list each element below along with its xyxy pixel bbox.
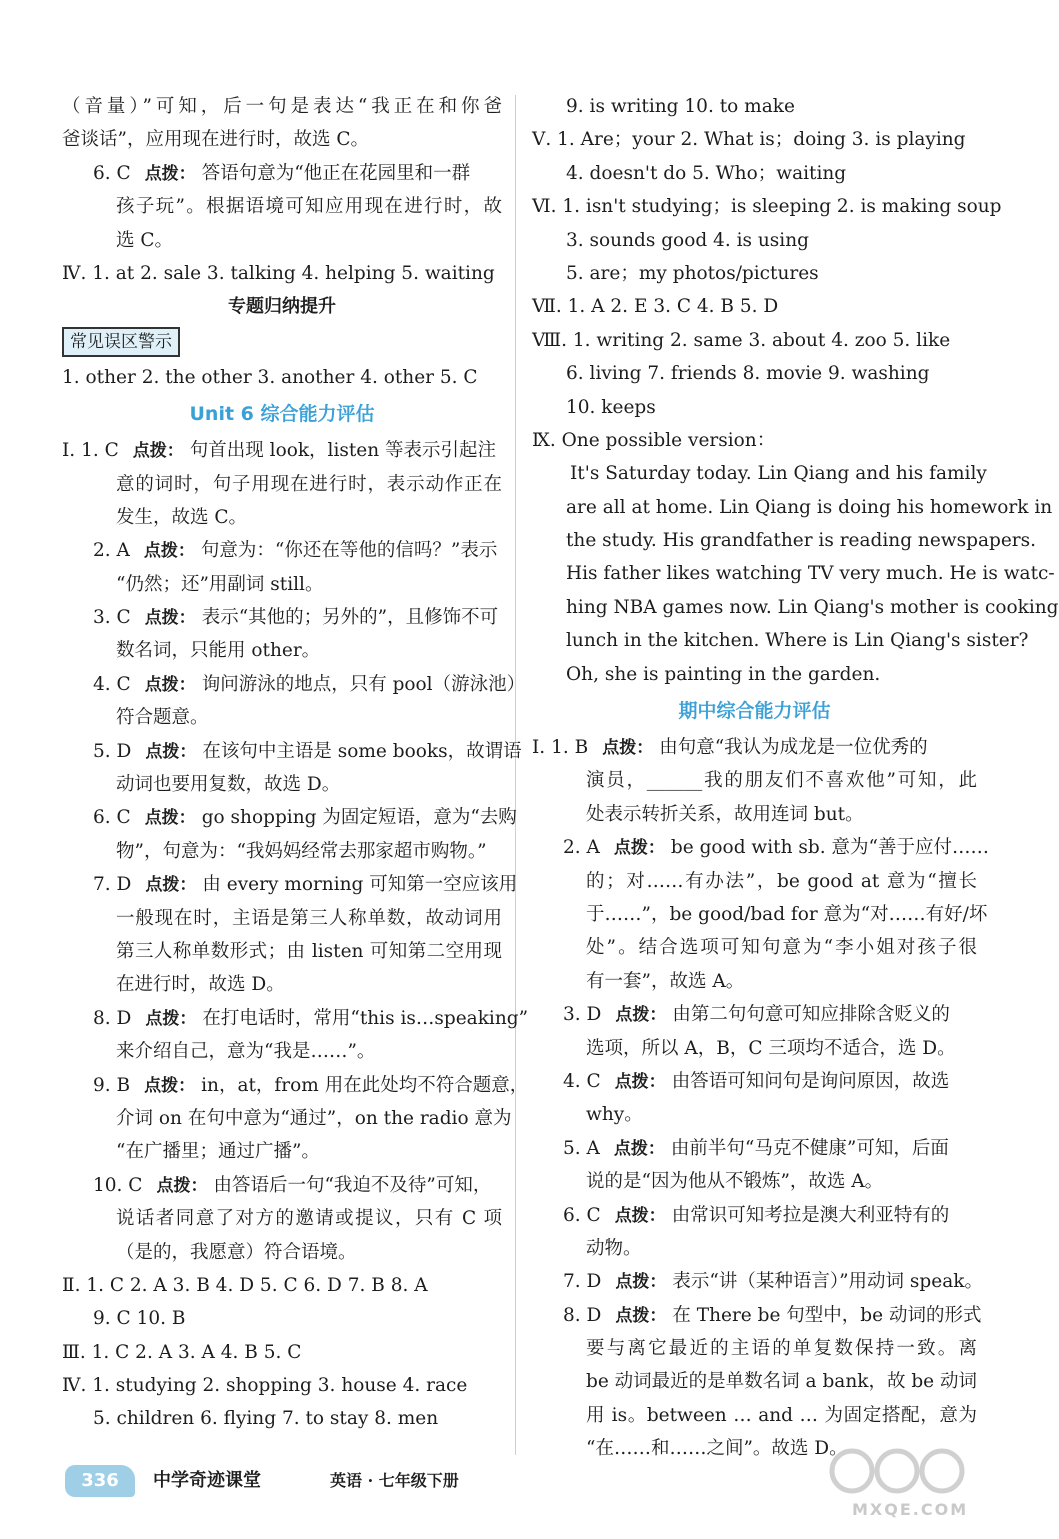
hint-text: 在打电话时，常用“this is…speaking” <box>202 1007 529 1029</box>
text-line: 用 is。between … and … 为固定搭配，意为 <box>586 1404 977 1426</box>
text-line: 动物。 <box>586 1237 642 1259</box>
text-line: 意的词时，句子用现在进行时，表示动作正在 <box>116 473 502 495</box>
answer-line: Ⅴ. 1. Are；your 2. What is；doing 3. is playing <box>532 129 966 151</box>
hint-label: 点拨： <box>614 1205 666 1226</box>
text-line: （音量）”可知，后一句是表达“我正在和你爸 <box>62 96 502 117</box>
text-line: 爸谈话”，应用现在进行时，故选 C。 <box>62 129 369 151</box>
hint-text: 询问游泳的地点，只有 pool（游泳池） <box>201 673 526 695</box>
unit-title: Unit 6 综合能力评估 <box>189 403 375 426</box>
answer-line: Ⅸ. One possible version： <box>532 429 776 451</box>
hint-label: 点拨： <box>615 1005 667 1026</box>
box-title: 常见误区警示 <box>62 327 180 357</box>
hint-label: 点拨： <box>613 838 665 859</box>
answer-line: Ⅷ. 1. writing 2. same 3. about 4. zoo 5. like <box>532 329 951 351</box>
answer-number: 6. C <box>93 162 131 184</box>
answer-item <box>62 668 526 701</box>
hint-text: 句意为：“你还在等他的信吗？”表示 <box>200 540 498 562</box>
answer-line: 5. children 6. flying 7. to stay 8. men <box>93 1408 439 1430</box>
answer-item <box>532 731 977 764</box>
answer-line: 4. doesn't do 5. Who；waiting <box>566 162 847 184</box>
watermark-text: MXQE.COM <box>852 1500 969 1519</box>
text-line: 第三人称单数形式；由 listen 可知第二空用现 <box>116 940 502 962</box>
hint-label: 点拨： <box>615 1272 667 1293</box>
answer-line: 3. sounds good 4. is using <box>566 229 809 251</box>
text-line: 选项，所以 A，B，C 三项均不适合，选 D。 <box>586 1037 956 1059</box>
right-column <box>532 90 1059 1466</box>
page-number: 336 <box>65 1465 135 1497</box>
answer-number: 4. C <box>93 673 131 695</box>
text-line: “在……和……之间”。故选 D。 <box>586 1438 848 1460</box>
answer-number: 2. A <box>563 837 600 859</box>
text-line: 选 C。 <box>116 229 174 251</box>
hint-text: 答语句意为“他正在花园里和一群 <box>201 162 471 184</box>
answer-item <box>532 998 977 1031</box>
text-line: 于……”，be good/bad for 意为“对……有好/坏 <box>586 903 988 925</box>
section1-list <box>62 434 529 1269</box>
hint-label: 点拨： <box>144 163 196 184</box>
text-line: 孩子玩”。根据语境可知应用现在进行时，故 <box>116 196 502 218</box>
text-line: 说的是“因为他从不锻炼”，故选 A。 <box>586 1171 884 1193</box>
hint-label: 点拨： <box>614 1071 666 1092</box>
answer-number: 3. C <box>93 607 131 629</box>
hint-text: 在该句中主语是 some books，故谓语 <box>202 740 522 762</box>
hint-label: 点拨： <box>144 674 196 695</box>
hint-label: 点拨： <box>132 441 184 462</box>
midterm-list <box>532 731 989 1466</box>
column-divider <box>515 95 516 1455</box>
text-line: be 动词最近的是单数名词 a bank，故 be 动词 <box>586 1371 978 1393</box>
hint-text: 由第二句句意可知应排除含贬义的 <box>672 1004 950 1026</box>
answer-number: 5. A <box>563 1137 600 1159</box>
hint-label: 点拨： <box>156 1175 208 1196</box>
page-footer <box>65 1459 525 1499</box>
answer-number: 5. D <box>93 740 132 762</box>
text-line: 有一套”，故选 A。 <box>586 970 745 992</box>
watermark-logo-icon <box>822 1441 982 1501</box>
hint-text: be good with sb. 意为“善于应付…… <box>670 837 989 859</box>
hint-text: go shopping 为固定短语，意为“去购 <box>201 807 517 829</box>
answer-item <box>62 868 518 901</box>
hint-label: 点拨： <box>602 738 654 759</box>
text-line: 一般现在时，主语是第三人称单数，故动词用 <box>116 907 502 929</box>
answer-item <box>532 1065 977 1098</box>
text-line: why。 <box>586 1104 643 1126</box>
answer-line: 9. is writing 10. to make <box>566 96 795 117</box>
answer-item <box>532 1199 977 1232</box>
text-line: “在广播里；通过广播”。 <box>116 1141 320 1163</box>
answer-number: 3. D <box>563 1004 602 1026</box>
hint-text: 由答语可知问句是询问原因，故选 <box>671 1070 950 1092</box>
text-line: 要与离它最近的主语的单复数保持一致。离 <box>586 1338 977 1360</box>
answer-number: 9. B <box>93 1074 131 1096</box>
hint-text: 表示“其他的；另外的”，且修饰不可 <box>201 607 499 629</box>
essay-line: the study. His grandfather is reading newspapers. <box>566 530 1036 552</box>
hint-text: 由前半句“马克不健康”可知，后面 <box>670 1137 949 1159</box>
box-title-wrap <box>62 324 502 361</box>
answer-line: 10. keeps <box>566 396 656 418</box>
text-line: “仍然；还”用副词 still。 <box>116 573 324 595</box>
hint-label: 点拨： <box>145 1008 197 1029</box>
answer-number: 2. A <box>93 540 130 562</box>
hint-label: 点拨： <box>144 608 196 629</box>
answer-item <box>532 1265 983 1298</box>
hint-label: 点拨： <box>615 1305 667 1326</box>
text-line: 动词也要用复数，故选 D。 <box>116 774 341 796</box>
answer-item <box>62 1002 529 1035</box>
book-name: 英语 · 七年级下册 <box>330 1471 459 1490</box>
essay-line: lunch in the kitchen. Where is Lin Qiang's sister? <box>566 630 1029 652</box>
answer-item <box>62 801 517 834</box>
text-line: 数名词，只能用 other。 <box>116 640 321 662</box>
left-column <box>62 90 529 1436</box>
text-line: 的；对……有办法”，be good at 意为“擅长 <box>586 870 977 892</box>
answer-item <box>62 534 502 567</box>
answer-number: 10. C <box>93 1174 143 1196</box>
answer-item <box>62 601 502 634</box>
unit-title: 期中综合能力评估 <box>678 700 831 723</box>
hint-text: 由句意“我认为成龙是一位优秀的 <box>659 737 928 759</box>
text-line: 发生，故选 C。 <box>116 506 248 528</box>
answer-item <box>532 1132 977 1165</box>
answer-line: 1. other 2. the other 3. another 4. other 5. C <box>62 366 478 388</box>
text-line: 来介绍自己，意为“我是……”。 <box>116 1041 376 1063</box>
hint-text: 由常识可知考拉是澳大利亚特有的 <box>671 1204 950 1226</box>
hint-text: in，at，from 用在此处均不符合题意， <box>201 1074 529 1096</box>
answer-line: Ⅳ. 1. studying 2. shopping 3. house 4. race <box>62 1375 468 1397</box>
section-title: 专题归纳提升 <box>228 296 336 318</box>
essay-line: His father likes watching TV very much. He is watc- <box>566 563 1055 585</box>
answer-item <box>62 1169 502 1202</box>
essay-line: It's Saturday today. Lin Qiang and his family <box>570 463 987 485</box>
hint-text: 在 There be 句型中，be 动词的形式 <box>672 1304 982 1326</box>
text-line: 处”。结合选项可知句意为“李小姐对孩子很 <box>586 937 977 959</box>
answer-number: 7. D <box>563 1271 602 1293</box>
watermark <box>822 1441 982 1521</box>
essay-line: hing NBA games now. Lin Qiang's mother is cooking <box>566 596 1059 618</box>
answer-line: 5. are；my photos/pictures <box>566 262 819 284</box>
hint-text: 表示“讲（某种语言）”用动词 speak。 <box>672 1271 983 1293</box>
answer-item <box>532 831 989 864</box>
answer-item <box>62 1069 529 1102</box>
text-line: 说话者同意了对方的邀请或提议，只有 C 项 <box>116 1208 502 1230</box>
hint-text: 由 every morning 可知第一空应该用 <box>202 874 518 896</box>
text-line: 物”，句意为：“我妈妈经常去那家超市购物。” <box>116 840 487 862</box>
hint-text: 句首出现 look，listen 等表示引起注 <box>189 440 497 462</box>
text-line: 在进行时，故选 D。 <box>116 974 285 996</box>
answer-item <box>62 735 522 768</box>
hint-label: 点拨： <box>613 1138 665 1159</box>
hint-text: 由答语后一句“我迫不及待”可知， <box>213 1174 492 1196</box>
text-line: （是的，我愿意）符合语境。 <box>116 1241 357 1263</box>
answer-number: 6. C <box>93 807 131 829</box>
answer-number: Ⅰ. 1. B <box>532 737 589 759</box>
answer-line: Ⅲ. 1. C 2. A 3. A 4. B 5. C <box>62 1341 302 1363</box>
answer-number: 8. D <box>93 1007 132 1029</box>
answer-number: 6. C <box>563 1204 601 1226</box>
answer-number: 8. D <box>563 1304 602 1326</box>
text-line: 符合题意。 <box>116 707 209 729</box>
hint-label: 点拨： <box>145 875 197 896</box>
hint-label: 点拨： <box>144 808 196 829</box>
answer-line: Ⅶ. 1. A 2. E 3. C 4. B 5. D <box>532 296 779 318</box>
answer-number: 4. C <box>563 1070 601 1092</box>
answer-item <box>62 157 502 190</box>
hint-label: 点拨： <box>145 741 197 762</box>
text-line: 演员，______我的朋友们不喜欢他”可知，此 <box>586 770 977 792</box>
answer-line: Ⅱ. 1. C 2. A 3. B 4. D 5. C 6. D 7. B 8. A <box>62 1274 428 1296</box>
essay-line: Oh, she is painting in the garden. <box>566 663 881 685</box>
answer-line: 9. C 10. B <box>93 1308 186 1330</box>
answer-line: 6. living 7. friends 8. movie 9. washing <box>566 363 930 385</box>
answer-line: Ⅳ. 1. at 2. sale 3. talking 4. helping 5. waiting <box>62 262 495 284</box>
hint-label: 点拨： <box>143 541 195 562</box>
answer-number: Ⅰ. 1. C <box>62 440 119 462</box>
text-line: 介词 on 在句中意为“通过”，on the radio 意为 <box>116 1107 512 1129</box>
hint-label: 点拨： <box>144 1075 196 1096</box>
answer-item <box>532 1299 982 1332</box>
answer-number: 7. D <box>93 874 132 896</box>
text-line: 处表示转折关系，故用连词 but。 <box>586 803 864 825</box>
answer-item <box>62 434 502 467</box>
essay-line: are all at home. Lin Qiang is doing his homework in <box>566 496 1053 518</box>
answer-line: Ⅵ. 1. isn't studying；is sleeping 2. is making soup <box>532 196 1002 218</box>
series-name: 中学奇迹课堂 <box>153 1470 261 1491</box>
